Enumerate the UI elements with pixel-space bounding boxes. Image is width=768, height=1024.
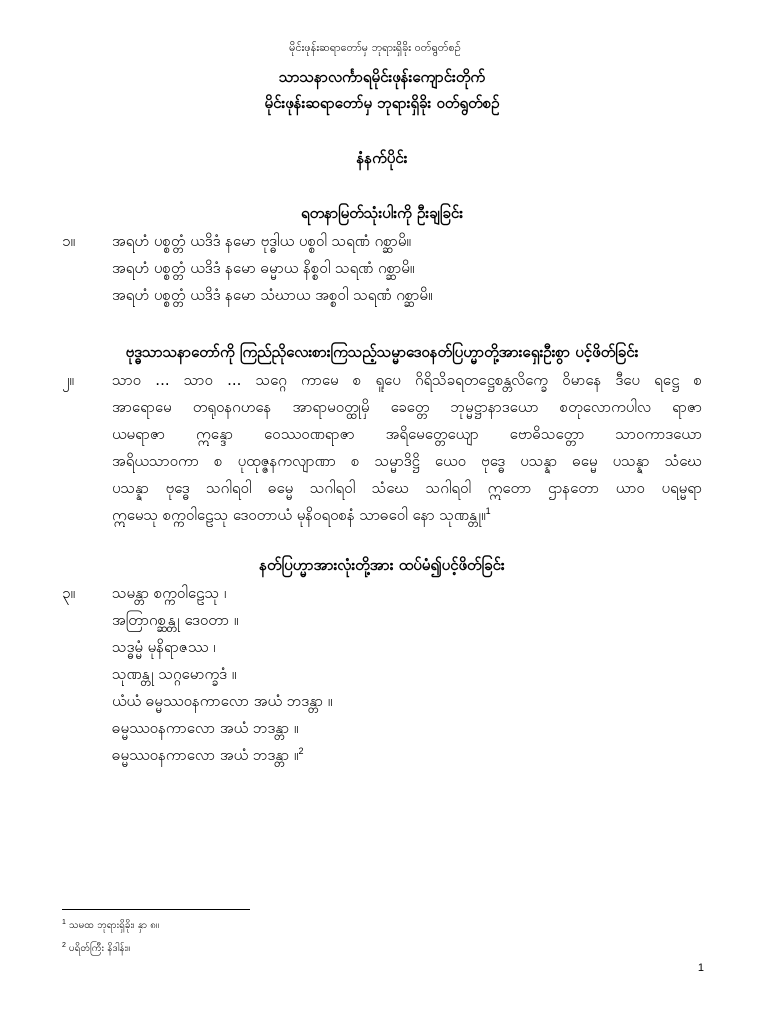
verse-line-last xyxy=(112,742,702,769)
verse-line: အရဟံ ပစ္စတ္တံ ယဒိဒံ နမော သံဃာယ အစ္စဝါ သရဏံ ဂစ္ဆာမိ။ xyxy=(112,286,433,304)
section-heading-1: ရတနာမြတ်သုံးပါးကို ဦးချခြင်း xyxy=(300,204,464,222)
footnote-2 xyxy=(62,937,702,960)
verse-line-text: ဓမ္မဿဝနကာလော အယံ ဘဒန္တာ ။ xyxy=(112,746,299,764)
paragraph-line-last xyxy=(112,502,702,529)
document-title-line-2: မိုင်းဖုန်းဆရာတော်မှ ဘုရားရှိခိုး ဝတ်ရွတ်စဉ် xyxy=(264,94,500,112)
footnote-1 xyxy=(62,914,702,937)
page-number: 1 xyxy=(697,962,704,974)
page-content xyxy=(62,64,702,769)
item-number: ၁။ xyxy=(62,232,75,250)
footnote-text: သမထ ဘုရားရှိခိုး၊ နှာ ၈။ xyxy=(68,920,160,931)
paragraph-line: ယမရာဇာ ဣန္ဒော ဝေဿဝဏရာဇာ အရိမေတ္တေယျော ဗောဓိသတ္တော သာဝကာဒယော xyxy=(112,425,702,443)
footnote-divider xyxy=(62,909,250,910)
paragraph-line: သာဝ ... သာဝ ... သဂ္ဂေ ကာမေ စ ရူပေ ဂိရိသိခရတဋ္ဌေစန္တလိက္ခေ ဝိမာနေ ဒီပေ ရဋ္ဌေ စ xyxy=(112,371,702,389)
verse-line: အရဟံ ပစ္စတ္တံ ယဒိဒံ နမော ဓမ္မာယ နိစ္စဝါ သရဏံ ဂစ္ဆာမိ။ xyxy=(112,259,415,277)
document-title-line-1: သာသနာလင်္ကာရမိုင်းဖုန်းကျောင်းတိုက် xyxy=(278,68,486,86)
verse-line: သမန္တာ စက္ကဝါဠေသု ၊ xyxy=(112,584,227,602)
verse-line: အတြာဂစ္ဆန္တု ဒေဝတာ ။ xyxy=(112,611,239,629)
verse-line: သုဏန္တု သဂ္ဂမောက္ခဒံ ။ xyxy=(112,665,237,683)
section-heading-3: နတ်ပြဟ္မာအားလုံးတို့အား ထပ်မံ၍ပင့်ဖိတ်ခြင်း xyxy=(259,556,505,574)
footnotes xyxy=(62,914,702,960)
verse-line: သဒ္ဓမ္မံ မုနိရာဇဿ ၊ xyxy=(112,638,216,656)
paragraph-line: အာရောမေ တရုဝနဂဟနေ အာရာမဝတ္ထုမှိ ခေတ္တေ ဘုမ္မဋ္ဌာနာဒယော စတုလောကပါလ ရာဇာ xyxy=(112,398,702,416)
footnote-ref-2: 2 xyxy=(298,746,304,756)
footnote-text: ပရိတ်ကြီး နိဒါန်း။ xyxy=(68,943,131,954)
numbered-item-1 xyxy=(62,228,702,309)
section-heading-2: ဗုဒ္ဓသာသနာတော်ကို ကြည်ညိုလေးစားကြသည့်သမ္မာဒေဝနတ်ပြဟ္မာတို့အားရှေးဦးစွာ ပင့်ဖိတ်ခြင်း xyxy=(125,343,639,361)
footnote-ref-1: 1 xyxy=(485,506,491,516)
running-header: မိုင်းဖုန်းဆရာတော်မှ ဘုရားရှိခိုး ဝတ်ရွတ်စဉ် xyxy=(289,41,461,54)
footnote-mark: 1 xyxy=(62,918,66,926)
verse-line: ဓမ္မဿဝနကာလော အယံ ဘဒန္တာ ။ xyxy=(112,719,299,737)
numbered-item-3 xyxy=(62,580,702,769)
paragraph-line: အရိယသာဝကာ စ ပုထုဇ္ဇနကလျာဏာ စ သမ္မာဒိဋ္ဌိ ယေဝ ဗုဒ္ဓေ ပသန္နာ ဓမ္မေ ပသန္နာ သံဃေ xyxy=(112,452,702,470)
item-paragraph xyxy=(112,367,702,529)
item-body xyxy=(112,580,702,769)
part-heading: နံနက်ပိုင်း xyxy=(356,149,408,167)
item-body xyxy=(112,228,702,309)
paragraph-line-text: ဣမေသု စက္ကဝါဠေသု ဒေဝတာယံ မုနိဝရဝစနံ သာဓဝေါ နော သုဏန္တု။ xyxy=(112,506,486,524)
item-number: ၃။ xyxy=(62,584,75,602)
verse-line: ယံယံ ဓမ္မဿဝနကာလော အယံ ဘဒန္တာ ။ xyxy=(112,692,333,710)
verse-line: အရဟံ ပစ္စတ္တံ ယဒိဒံ နမော ဗုဒ္ဓါယ ပစ္စဝါ သရဏံ ဂစ္ဆာမိ။ xyxy=(112,232,411,250)
numbered-item-2 xyxy=(62,367,702,529)
footnote-mark: 2 xyxy=(62,941,66,949)
paragraph-line: ပသန္နာ ဗုဒ္ဓေ သဂါရဝါ ဓမ္မေ သဂါရဝါ သံဃေ သဂါရဝါ ဣတော ဌာနတော ယာဝ ပရမ္မရာ xyxy=(112,479,702,497)
item-number: ၂။ xyxy=(62,371,74,389)
